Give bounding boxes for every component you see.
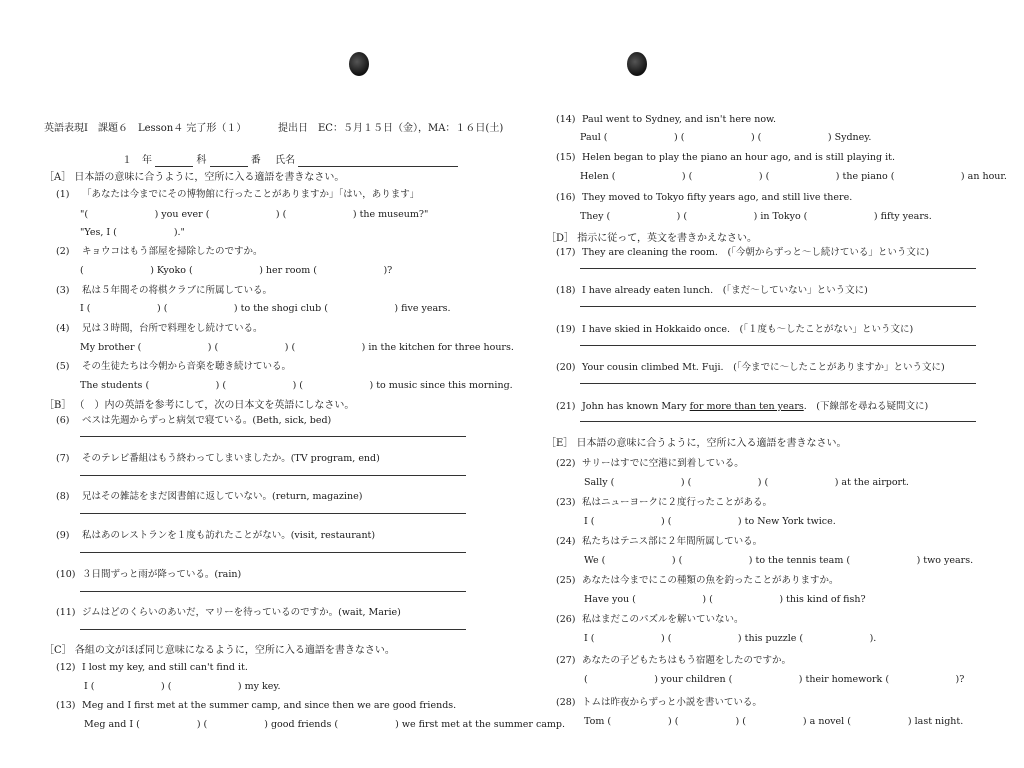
section-d-header: ［D］ 指示に従って，英文を書きかえなさい。: [546, 233, 758, 244]
year-blank[interactable]: [155, 156, 193, 167]
q22-answer-line[interactable]: Sally ( ) ( ) ( ) at the airport.: [584, 477, 909, 488]
section-e-header: ［E］ 日本語の意味に合うように，空所に入る適語を書きなさい。: [546, 438, 847, 449]
q19-answer-rule[interactable]: [580, 345, 976, 346]
q3-prompt: (3) 私は５年間その将棋クラブに所属している。: [56, 285, 273, 296]
punch-hole-right: [627, 52, 647, 76]
q6-answer-rule[interactable]: [80, 436, 466, 437]
q1-prompt: (1) 「あなたは今までにその博物館に行ったことがありますか」「はい，あります」: [56, 189, 420, 200]
q26-answer-line[interactable]: I ( ) ( ) this puzzle ( ).: [584, 633, 877, 644]
q8-answer-rule[interactable]: [80, 513, 466, 514]
q5-prompt: (5) その生徒たちは今朝から音楽を聴き続けている。: [56, 361, 292, 372]
q9-prompt: (9) 私はあのレストランを１度も訪れたことがない。(visit, restaurant): [56, 530, 376, 541]
q1-answer-line-2[interactable]: "Yes, I ( ).": [80, 227, 185, 238]
punch-hole-left: [349, 52, 369, 76]
q10-answer-rule[interactable]: [80, 591, 466, 592]
section-c-header: ［C］ 各組の文がほぼ同じ意味になるように，空所に入る適語を書きなさい。: [44, 645, 395, 656]
q20-prompt: (20) Your cousin climbed Mt. Fuji. (「今までに～したことがありますか」という文に): [556, 362, 945, 373]
q19-prompt: (19) I have skied in Hokkaido once. (「１度も～したことがない」という文に): [556, 324, 914, 335]
q2-answer-line[interactable]: ( ) Kyoko ( ) her room ( )?: [80, 265, 393, 276]
q25-prompt: (25) あなたは今までにこの種類の魚を釣ったことがありますか。: [556, 575, 839, 586]
q1-answer-line[interactable]: "( ) you ever ( ) ( ) the museum?": [80, 209, 429, 220]
section-a-header: ［A］ 日本語の意味に合うように，空所に入る適語を書きなさい。: [44, 172, 345, 183]
q23-answer-line[interactable]: I ( ) ( ) to New York twice.: [584, 516, 836, 527]
worksheet-title: 英語表現Ⅰ 課題６ Lesson４ 完了形（１）: [44, 123, 247, 134]
q7-answer-rule[interactable]: [80, 475, 466, 476]
q20-answer-rule[interactable]: [580, 383, 976, 384]
q4-prompt: (4) 兄は３時間，台所で料理をし続けている。: [56, 323, 263, 334]
q24-prompt: (24) 私たちはテニス部に２年間所属している。: [556, 536, 763, 547]
name-label: 氏名: [275, 155, 296, 166]
q27-prompt: (27) あなたの子どもたちはもう宿題をしたのですか。: [556, 655, 792, 666]
q23-prompt: (23) 私はニューヨークに２度行ったことがある。: [556, 497, 773, 508]
q21-prompt: (21) John has known Mary for more than ten years. (下線部を尋ねる疑問文に): [556, 401, 929, 412]
q15-answer-line[interactable]: Helen ( ) ( ) ( ) the piano ( ) an hour.: [580, 171, 1007, 182]
q26-prompt: (26) 私はまだこのパズルを解いていない。: [556, 614, 744, 625]
q28-answer-line[interactable]: Tom ( ) ( ) ( ) a novel ( ) last night.: [584, 716, 964, 727]
q12-prompt: (12) I lost my key, and still can't find it.: [56, 662, 248, 673]
q16-prompt: (16) They moved to Tokyo fifty years ago, and still live there.: [556, 192, 853, 203]
q6-prompt: (6) ベスは先週からずっと病気で寝ている。(Beth, sick, bed): [56, 415, 332, 426]
q14-answer-line[interactable]: Paul ( ) ( ) ( ) Sydney.: [580, 132, 872, 143]
q11-answer-rule[interactable]: [80, 629, 466, 630]
q16-answer-line[interactable]: They ( ) ( ) in Tokyo ( ) fifty years.: [580, 211, 932, 222]
q7-prompt: (7) そのテレビ番組はもう終わってしまいましたか。(TV program, end): [56, 453, 380, 464]
q8-prompt: (8) 兄はその雑誌をまだ図書館に返していない。(return, magazine): [56, 491, 363, 502]
q24-answer-line[interactable]: We ( ) ( ) to the tennis team ( ) two years.: [584, 555, 974, 566]
q14-prompt: (14) Paul went to Sydney, and isn't here now.: [556, 114, 777, 125]
section-b-header: ［B］ （ ）内の英語を参考にして，次の日本文を英語にしなさい。: [44, 400, 355, 411]
q15-prompt: (15) Helen began to play the piano an hour ago, and is still playing it.: [556, 152, 895, 163]
due-date: 提出日 EC：５月１５日（金），MA：１６日(土): [278, 123, 504, 134]
q10-prompt: (10) ３日間ずっと雨が降っている。(rain): [56, 569, 242, 580]
q18-prompt: (18) I have already eaten lunch. (「まだ～していない」という文に): [556, 285, 868, 296]
q28-prompt: (28) トムは昨夜からずっと小説を書いている。: [556, 697, 762, 708]
q25-answer-line[interactable]: Have you ( ) ( ) this kind of fish?: [584, 594, 866, 605]
q17-prompt: (17) They are cleaning the room. (「今朝からずっと～し続けている」という文に): [556, 247, 930, 258]
q9-answer-rule[interactable]: [80, 552, 466, 553]
year-label: １ 年: [122, 155, 152, 166]
q11-prompt: (11) ジムはどのくらいのあいだ，マリーを待っているのですか。(wait, Marie): [56, 607, 401, 618]
q22-prompt: (22) サリーはすでに空港に到着している。: [556, 458, 744, 469]
q5-answer-line[interactable]: The students ( ) ( ) ( ) to music since this morning.: [80, 380, 513, 391]
q13-prompt: (13) Meg and I first met at the summer camp, and since then we are good friends.: [56, 700, 457, 711]
q12-answer-line[interactable]: I ( ) ( ) my key.: [84, 681, 281, 692]
class-label: 科: [196, 155, 207, 166]
q13-answer-line[interactable]: Meg and I ( ) ( ) good friends ( ) we first met at the summer camp.: [84, 719, 566, 730]
class-blank[interactable]: [210, 156, 248, 167]
q2-prompt: (2) キョウコはもう部屋を掃除したのですか。: [56, 246, 263, 257]
name-line: [122, 155, 458, 167]
q4-answer-line[interactable]: My brother ( ) ( ) ( ) in the kitchen for three hours.: [80, 342, 514, 353]
q18-answer-rule[interactable]: [580, 306, 976, 307]
q21-underlined-phrase: for more than ten years: [689, 401, 804, 412]
name-blank[interactable]: [298, 156, 458, 167]
q27-answer-line[interactable]: ( ) your children ( ) their homework ( )?: [584, 674, 965, 685]
q3-answer-line[interactable]: I ( ) ( ) to the shogi club ( ) five years.: [80, 303, 451, 314]
number-label: 番: [250, 155, 261, 166]
q17-answer-rule[interactable]: [580, 268, 976, 269]
q21-answer-rule[interactable]: [580, 421, 976, 422]
